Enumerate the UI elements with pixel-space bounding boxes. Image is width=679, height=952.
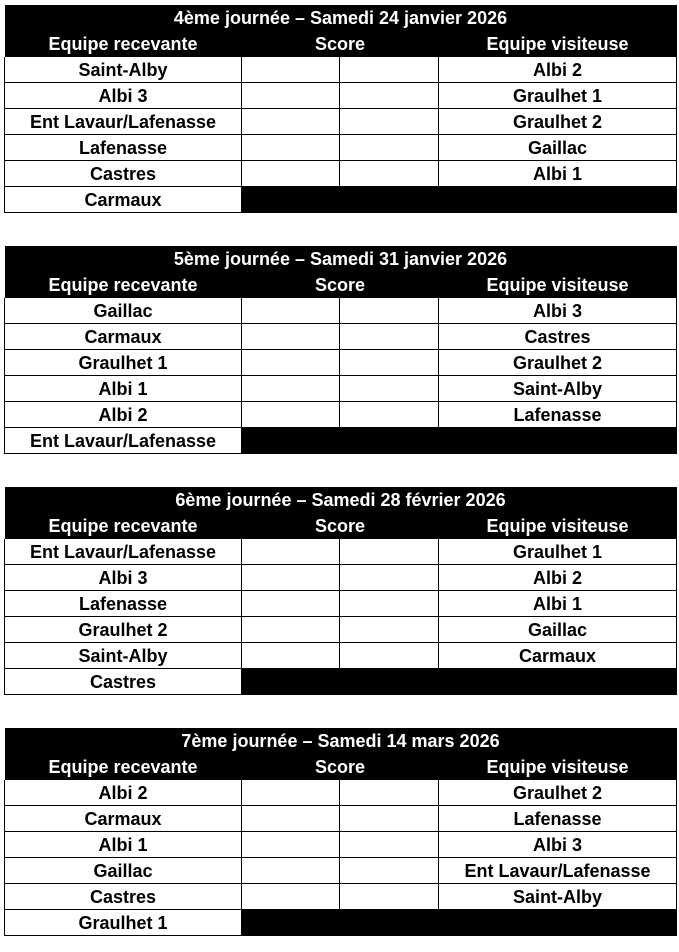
home-score-cell[interactable]	[242, 617, 340, 643]
home-score-cell[interactable]	[242, 298, 340, 324]
home-score-cell[interactable]	[242, 539, 340, 565]
home-score-cell[interactable]	[242, 643, 340, 669]
home-team: Saint-Alby	[5, 57, 242, 83]
home-score-cell[interactable]	[242, 83, 340, 109]
round-table	[4, 487, 677, 695]
away-score-cell[interactable]	[340, 376, 439, 402]
exempt-row	[5, 669, 677, 695]
exempt-team: Graulhet 1	[5, 910, 242, 936]
away-score-cell[interactable]	[340, 324, 439, 350]
match-row	[5, 83, 677, 109]
header-score: Score	[242, 754, 439, 780]
home-score-cell[interactable]	[242, 161, 340, 187]
match-row	[5, 57, 677, 83]
match-row	[5, 324, 677, 350]
header-away: Equipe visiteuse	[439, 31, 677, 57]
away-team: Albi 1	[439, 591, 677, 617]
away-team: Ent Lavaur/Lafenasse	[439, 858, 677, 884]
round-7-schedule	[4, 728, 676, 936]
away-score-cell[interactable]	[340, 539, 439, 565]
home-score-cell[interactable]	[242, 565, 340, 591]
home-score-cell[interactable]	[242, 57, 340, 83]
home-score-cell[interactable]	[242, 376, 340, 402]
home-team: Castres	[5, 884, 242, 910]
match-row	[5, 643, 677, 669]
match-row	[5, 591, 677, 617]
match-row	[5, 780, 677, 806]
away-team: Carmaux	[439, 643, 677, 669]
match-row	[5, 350, 677, 376]
home-team: Gaillac	[5, 858, 242, 884]
home-team: Lafenasse	[5, 591, 242, 617]
home-team: Ent Lavaur/Lafenasse	[5, 539, 242, 565]
home-score-cell[interactable]	[242, 884, 340, 910]
home-score-cell[interactable]	[242, 324, 340, 350]
home-score-cell[interactable]	[242, 109, 340, 135]
round-title: 5ème journée – Samedi 31 janvier 2026	[5, 246, 677, 272]
match-row	[5, 858, 677, 884]
away-score-cell[interactable]	[340, 109, 439, 135]
exempt-row	[5, 428, 677, 454]
away-team: Albi 1	[439, 161, 677, 187]
away-score-cell[interactable]	[340, 806, 439, 832]
away-score-cell[interactable]	[340, 832, 439, 858]
home-team: Carmaux	[5, 806, 242, 832]
header-away: Equipe visiteuse	[439, 513, 677, 539]
away-score-cell[interactable]	[340, 643, 439, 669]
away-team: Graulhet 1	[439, 539, 677, 565]
exempt-row	[5, 187, 677, 213]
blackout-cell	[242, 428, 677, 454]
blackout-cell	[242, 910, 677, 936]
away-score-cell[interactable]	[340, 298, 439, 324]
away-team: Gaillac	[439, 135, 677, 161]
header-home: Equipe recevante	[5, 272, 242, 298]
home-score-cell[interactable]	[242, 780, 340, 806]
away-score-cell[interactable]	[340, 565, 439, 591]
away-score-cell[interactable]	[340, 402, 439, 428]
away-score-cell[interactable]	[340, 57, 439, 83]
round-table	[4, 5, 677, 213]
match-row	[5, 539, 677, 565]
home-team: Gaillac	[5, 298, 242, 324]
round-title: 7ème journée – Samedi 14 mars 2026	[5, 728, 677, 754]
home-team: Albi 3	[5, 83, 242, 109]
header-score: Score	[242, 272, 439, 298]
match-row	[5, 884, 677, 910]
match-row	[5, 806, 677, 832]
away-score-cell[interactable]	[340, 135, 439, 161]
match-row	[5, 298, 677, 324]
away-team: Gaillac	[439, 617, 677, 643]
exempt-team: Castres	[5, 669, 242, 695]
home-score-cell[interactable]	[242, 135, 340, 161]
round-table	[4, 728, 677, 936]
header-home: Equipe recevante	[5, 754, 242, 780]
away-team: Castres	[439, 324, 677, 350]
header-home: Equipe recevante	[5, 31, 242, 57]
home-team: Graulhet 1	[5, 350, 242, 376]
round-title: 4ème journée – Samedi 24 janvier 2026	[5, 5, 677, 31]
away-team: Graulhet 2	[439, 109, 677, 135]
away-score-cell[interactable]	[340, 83, 439, 109]
home-score-cell[interactable]	[242, 858, 340, 884]
blackout-cell	[242, 669, 677, 695]
match-row	[5, 565, 677, 591]
away-score-cell[interactable]	[340, 858, 439, 884]
header-away: Equipe visiteuse	[439, 754, 677, 780]
match-row	[5, 376, 677, 402]
away-team: Saint-Alby	[439, 376, 677, 402]
home-team: Graulhet 2	[5, 617, 242, 643]
round-5-schedule	[4, 246, 676, 454]
away-team: Albi 3	[439, 298, 677, 324]
exempt-team: Ent Lavaur/Lafenasse	[5, 428, 242, 454]
match-row	[5, 135, 677, 161]
home-score-cell[interactable]	[242, 402, 340, 428]
match-row	[5, 402, 677, 428]
round-title: 6ème journée – Samedi 28 février 2026	[5, 487, 677, 513]
away-team: Lafenasse	[439, 806, 677, 832]
away-team: Albi 2	[439, 57, 677, 83]
match-row	[5, 832, 677, 858]
home-team: Ent Lavaur/Lafenasse	[5, 109, 242, 135]
round-table	[4, 246, 677, 454]
home-team: Albi 2	[5, 780, 242, 806]
blackout-cell	[242, 187, 677, 213]
away-team: Lafenasse	[439, 402, 677, 428]
away-team: Albi 3	[439, 832, 677, 858]
header-score: Score	[242, 513, 439, 539]
home-team: Carmaux	[5, 324, 242, 350]
home-team: Albi 2	[5, 402, 242, 428]
away-team: Saint-Alby	[439, 884, 677, 910]
match-row	[5, 161, 677, 187]
home-team: Lafenasse	[5, 135, 242, 161]
match-row	[5, 617, 677, 643]
away-score-cell[interactable]	[340, 617, 439, 643]
home-team: Saint-Alby	[5, 643, 242, 669]
exempt-row	[5, 910, 677, 936]
home-score-cell[interactable]	[242, 350, 340, 376]
away-score-cell[interactable]	[340, 350, 439, 376]
header-score: Score	[242, 31, 439, 57]
home-score-cell[interactable]	[242, 591, 340, 617]
away-team: Graulhet 2	[439, 350, 677, 376]
home-team: Albi 3	[5, 565, 242, 591]
header-away: Equipe visiteuse	[439, 272, 677, 298]
away-team: Albi 2	[439, 565, 677, 591]
away-score-cell[interactable]	[340, 780, 439, 806]
header-home: Equipe recevante	[5, 513, 242, 539]
home-team: Albi 1	[5, 376, 242, 402]
match-row	[5, 109, 677, 135]
home-team: Albi 1	[5, 832, 242, 858]
home-score-cell[interactable]	[242, 832, 340, 858]
away-score-cell[interactable]	[340, 884, 439, 910]
round-6-schedule	[4, 487, 676, 695]
away-score-cell[interactable]	[340, 161, 439, 187]
away-team: Graulhet 1	[439, 83, 677, 109]
exempt-team: Carmaux	[5, 187, 242, 213]
away-team: Graulhet 2	[439, 780, 677, 806]
home-score-cell[interactable]	[242, 806, 340, 832]
away-score-cell[interactable]	[340, 591, 439, 617]
home-team: Castres	[5, 161, 242, 187]
round-4-schedule	[4, 5, 676, 213]
